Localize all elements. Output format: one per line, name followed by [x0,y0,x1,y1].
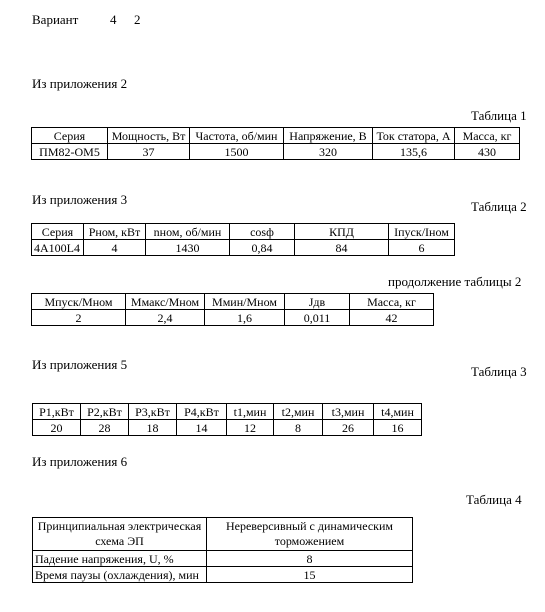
table-cell: 42 [350,310,434,326]
table-3 [32,403,422,436]
table-header-row [33,404,422,420]
table-header-cell: Мпуск/Мном [32,294,126,310]
table-cell: 8 [207,551,413,567]
table-header-cell: Нереверсивный с динамическим торможением [207,518,413,551]
table-cell: 1500 [190,144,284,160]
table-row [33,420,422,436]
table-cell: 4А100L4 [32,240,84,256]
table-header-cell: КПД [295,224,389,240]
variant-number-1: 4 [110,12,117,27]
table-cell: 26 [323,420,374,436]
table-header-cell: Ток статора, А [373,128,455,144]
table-row [33,551,413,567]
section-appendix-5: Из приложения 5 [32,357,128,372]
table-header-cell: cosф [230,224,295,240]
table-header-cell: t3,мин [323,404,374,420]
table-header-cell: P1,кВт [33,404,81,420]
table-header-cell: t4,мин [374,404,422,420]
table-row [33,567,413,583]
variant-number-2: 2 [134,12,141,27]
variant-label: Вариант [32,12,79,27]
table-cell: 15 [207,567,413,583]
table-cell: Время паузы (охлаждения), мин [33,567,207,583]
table-header-row [32,128,520,144]
caption-table-2-continued: продолжение таблицы 2 [388,274,522,289]
table-cell: ПМ82-ОМ5 [32,144,108,160]
table-cell: Падение напряжения, U, % [33,551,207,567]
table-4 [32,517,413,583]
table-2 [31,223,455,256]
table-header-cell: Ммин/Мном [205,294,285,310]
table-cell: 16 [374,420,422,436]
table-cell: 430 [455,144,520,160]
table-cell: 84 [295,240,389,256]
table-cell: 12 [227,420,274,436]
table-header-cell: Серия [32,224,84,240]
caption-table-4: Таблица 4 [466,492,522,507]
table-header-cell: P3,кВт [129,404,177,420]
table-cell: 18 [129,420,177,436]
table-header-cell: Iпуск/Iном [389,224,455,240]
table-cell: 135,6 [373,144,455,160]
table-header-row [32,224,455,240]
table-cell: 2,4 [126,310,205,326]
table-header-cell: Масса, кг [350,294,434,310]
table-cell: 320 [284,144,373,160]
table-header-cell: P4,кВт [177,404,227,420]
table-header-cell: t2,мин [274,404,323,420]
table-header-cell: Pном, кВт [84,224,146,240]
table-header-cell: nном, об/мин [146,224,230,240]
table-header-row [33,518,413,551]
table-header-cell: Масса, кг [455,128,520,144]
table-header-cell: Ммакс/Мном [126,294,205,310]
table-cell: 4 [84,240,146,256]
table-row [32,310,434,326]
table-cell: 20 [33,420,81,436]
table-cell: 0,011 [285,310,350,326]
table-header-cell: t1,мин [227,404,274,420]
section-appendix-6: Из приложения 6 [32,454,128,469]
table-cell: 1,6 [205,310,285,326]
table-header-row [32,294,434,310]
table-1 [31,127,520,160]
table-header-cell: Jдв [285,294,350,310]
table-header-cell: Принципиальная электрическая схема ЭП [33,518,207,551]
table-cell: 1430 [146,240,230,256]
caption-table-1: Таблица 1 [471,108,527,123]
table-header-cell: P2,кВт [81,404,129,420]
table-row [32,144,520,160]
table-2-continued [31,293,434,326]
table-cell: 6 [389,240,455,256]
caption-table-3: Таблица 3 [471,364,527,379]
table-cell: 37 [108,144,190,160]
section-appendix-3: Из приложения 3 [32,192,128,207]
table-header-cell: Напряжение, В [284,128,373,144]
table-header-cell: Мощность, Вт [108,128,190,144]
table-header-cell: Частота, об/мин [190,128,284,144]
table-cell: 2 [32,310,126,326]
section-appendix-2: Из приложения 2 [32,76,128,91]
table-cell: 14 [177,420,227,436]
table-cell: 28 [81,420,129,436]
caption-table-2: Таблица 2 [471,199,527,214]
table-row [32,240,455,256]
table-cell: 0,84 [230,240,295,256]
table-cell: 8 [274,420,323,436]
table-header-cell: Серия [32,128,108,144]
